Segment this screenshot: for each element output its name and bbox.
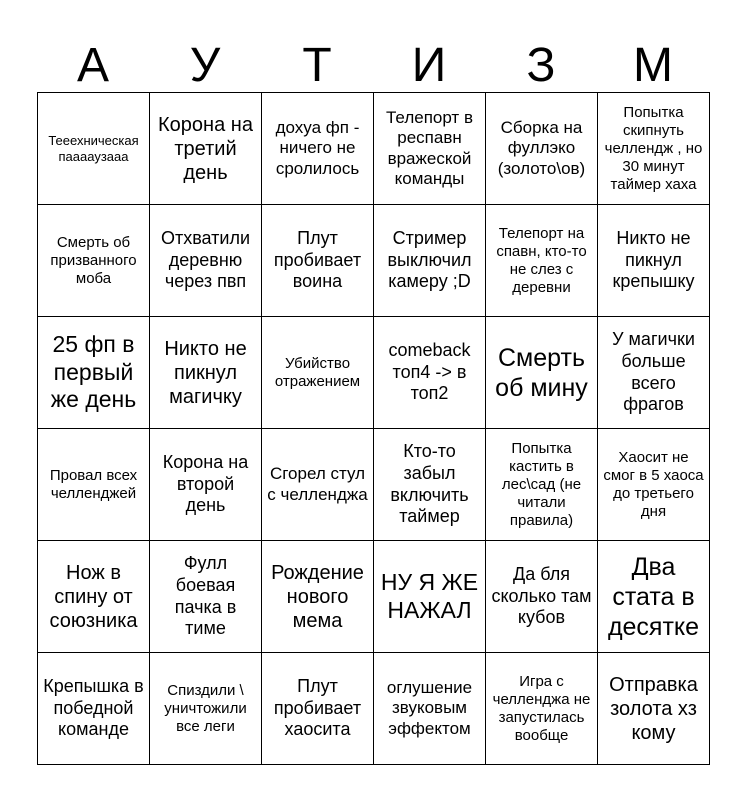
bingo-row [38,653,710,765]
bingo-row [38,317,710,429]
bingo-cell[interactable]: Корона на третий день [150,93,262,205]
bingo-cell[interactable]: Провал всех челленджей [38,429,150,541]
bingo-row [38,429,710,541]
bingo-cell[interactable]: Стример выключил камеру ;D [374,205,486,317]
bingo-cell[interactable]: НУ Я ЖЕ НАЖАЛ [374,541,486,653]
bingo-cell[interactable]: дохуа фп - ничего не сролилось [262,93,374,205]
title-letter-3: Т [302,39,332,92]
bingo-cell[interactable]: Плут пробивает хаосита [262,653,374,765]
title-letter-5: З [526,39,556,92]
bingo-cell[interactable]: Крепышка в победной команде [38,653,150,765]
bingo-cell[interactable]: Хаосит не смог в 5 хаоса до третьего дня [598,429,710,541]
bingo-cell[interactable]: У магички больше всего фрагов [598,317,710,429]
bingo-cell[interactable]: Рождение нового мема [262,541,374,653]
bingo-cell[interactable]: Смерть об мину [486,317,598,429]
bingo-title [37,38,709,94]
bingo-cell[interactable]: Сборка на фуллэко (золото\ов) [486,93,598,205]
bingo-cell[interactable]: 25 фп в первый же день [38,317,150,429]
bingo-cell[interactable]: Нож в спину от союзника [38,541,150,653]
bingo-cell[interactable]: Игра с челленджа не запустилась вообще [486,653,598,765]
bingo-cell[interactable]: Отправка золота хз кому [598,653,710,765]
bingo-cell[interactable]: Попытка скипнуть челлендж , но 30 минут таймер хаха [598,93,710,205]
bingo-cell[interactable]: Фулл боевая пачка в тиме [150,541,262,653]
bingo-cell[interactable]: оглушение звуковым эффектом [374,653,486,765]
bingo-cell[interactable]: Попытка кастить в лес\сад (не читали правила) [486,429,598,541]
bingo-cell[interactable]: Да бля сколько там кубов [486,541,598,653]
bingo-cell[interactable]: Корона на второй день [150,429,262,541]
bingo-cell[interactable]: Телепорт на спавн, кто-то не слез с деревни [486,205,598,317]
bingo-cell[interactable]: Никто не пикнул крепышку [598,205,710,317]
bingo-cell[interactable]: Плут пробивает воина [262,205,374,317]
bingo-grid [37,92,710,765]
bingo-cell[interactable]: Два стата в десятке [598,541,710,653]
bingo-cell[interactable]: Сгорел стул с челленджа [262,429,374,541]
bingo-row [38,93,710,205]
bingo-cell[interactable]: Убийство отражением [262,317,374,429]
bingo-cell[interactable]: Кто-то забыл включить таймер [374,429,486,541]
title-letter-6: М [633,39,673,92]
bingo-cell[interactable]: Спиздили \ уничтожили все леги [150,653,262,765]
title-letter-2: У [189,39,221,92]
bingo-cell[interactable]: Телепорт в респавн вражеской команды [374,93,486,205]
title-letter-1: А [76,39,109,92]
bingo-row [38,541,710,653]
bingo-row [38,205,710,317]
title-letter-4: И [411,39,447,92]
bingo-cell[interactable]: Никто не пикнул магичку [150,317,262,429]
bingo-cell[interactable]: comeback топ4 -> в топ2 [374,317,486,429]
bingo-cell[interactable]: Отхватили деревню через пвп [150,205,262,317]
bingo-cell[interactable]: Тееехническая пааааузааа [38,93,150,205]
bingo-cell[interactable]: Смерть об призванного моба [38,205,150,317]
